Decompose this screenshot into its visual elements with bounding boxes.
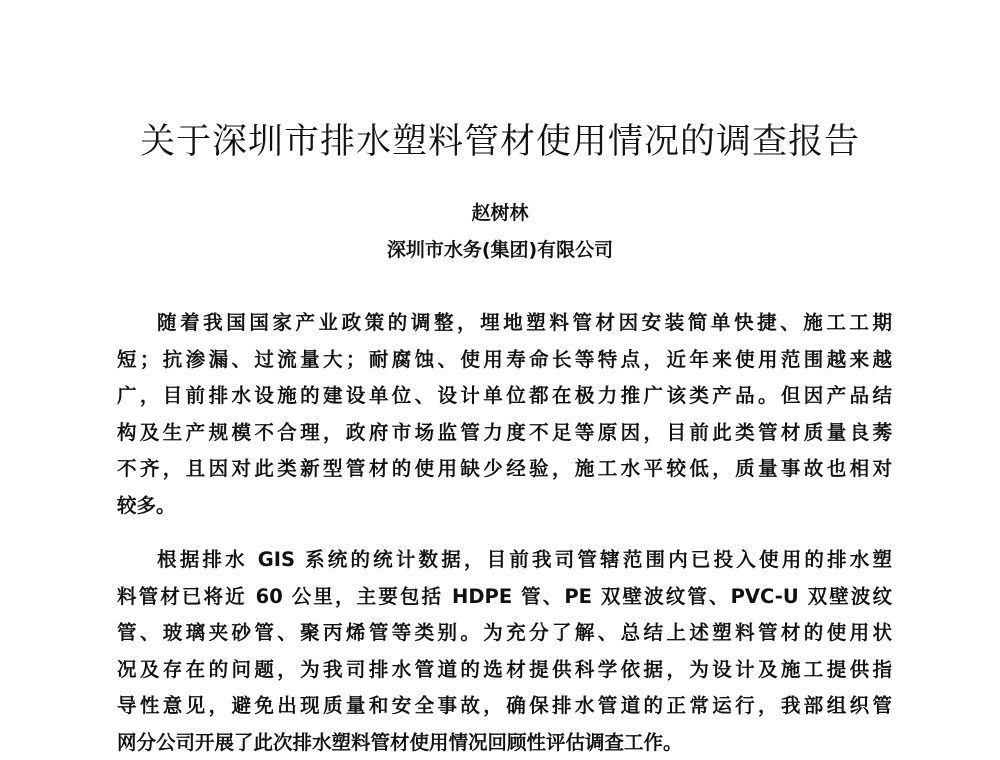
paragraph-line: 导性意见，避免出现质量和安全事故，确保排水管道的正常运行，我部组织管 [117, 694, 892, 717]
paragraph-background [117, 542, 892, 760]
paragraph-line: 网分公司开展了此次排水塑料管材使用情况回顾性评估调查工作。 [117, 730, 683, 754]
paragraph-line: 短；抗渗漏、过流量大；耐腐蚀、使用寿命长等特点，近年来使用范围越来越 [117, 347, 892, 371]
paragraph-line: 广，目前排水设施的建设单位、设计单位都在极力推广该类产品。但因产品结 [117, 384, 892, 407]
paragraph-intro [117, 305, 892, 524]
paragraph-line: 不齐，且因对此类新型管材的使用缺少经验，施工水平较低，质量事故也相对 [117, 457, 892, 480]
paragraph-line: 构及生产规模不合理，政府市场监管力度不足等原因，目前此类管材质量良莠 [117, 420, 892, 444]
paragraph-line: 管、玻璃夹砂管、聚丙烯管等类别。为充分了解、总结上述塑料管材的使用状 [117, 621, 892, 644]
paragraph-line: 况及存在的问题，为我司排水管道的选材提供科学依据，为设计及施工提供指 [117, 657, 892, 681]
paragraph-line: 较多。 [117, 493, 176, 517]
paragraph-line: 根据排水 GIS 系统的统计数据，目前我司管辖范围内已投入使用的排水塑 [157, 548, 892, 571]
author-affiliation: 深圳市水务(集团)有限公司 [386, 239, 614, 261]
paragraph-line: 料管材已将近 60 公里，主要包括 HDPE 管、PE 双壁波纹管、PVC-U 双壁波纹 [117, 584, 892, 608]
author-name: 赵树林 [471, 202, 529, 224]
paragraph-line: 随着我国国家产业政策的调整，埋地塑料管材因安装简单快捷、施工工期 [157, 311, 892, 334]
document-title: 关于深圳市排水塑料管材使用情况的调查报告 [139, 122, 860, 162]
